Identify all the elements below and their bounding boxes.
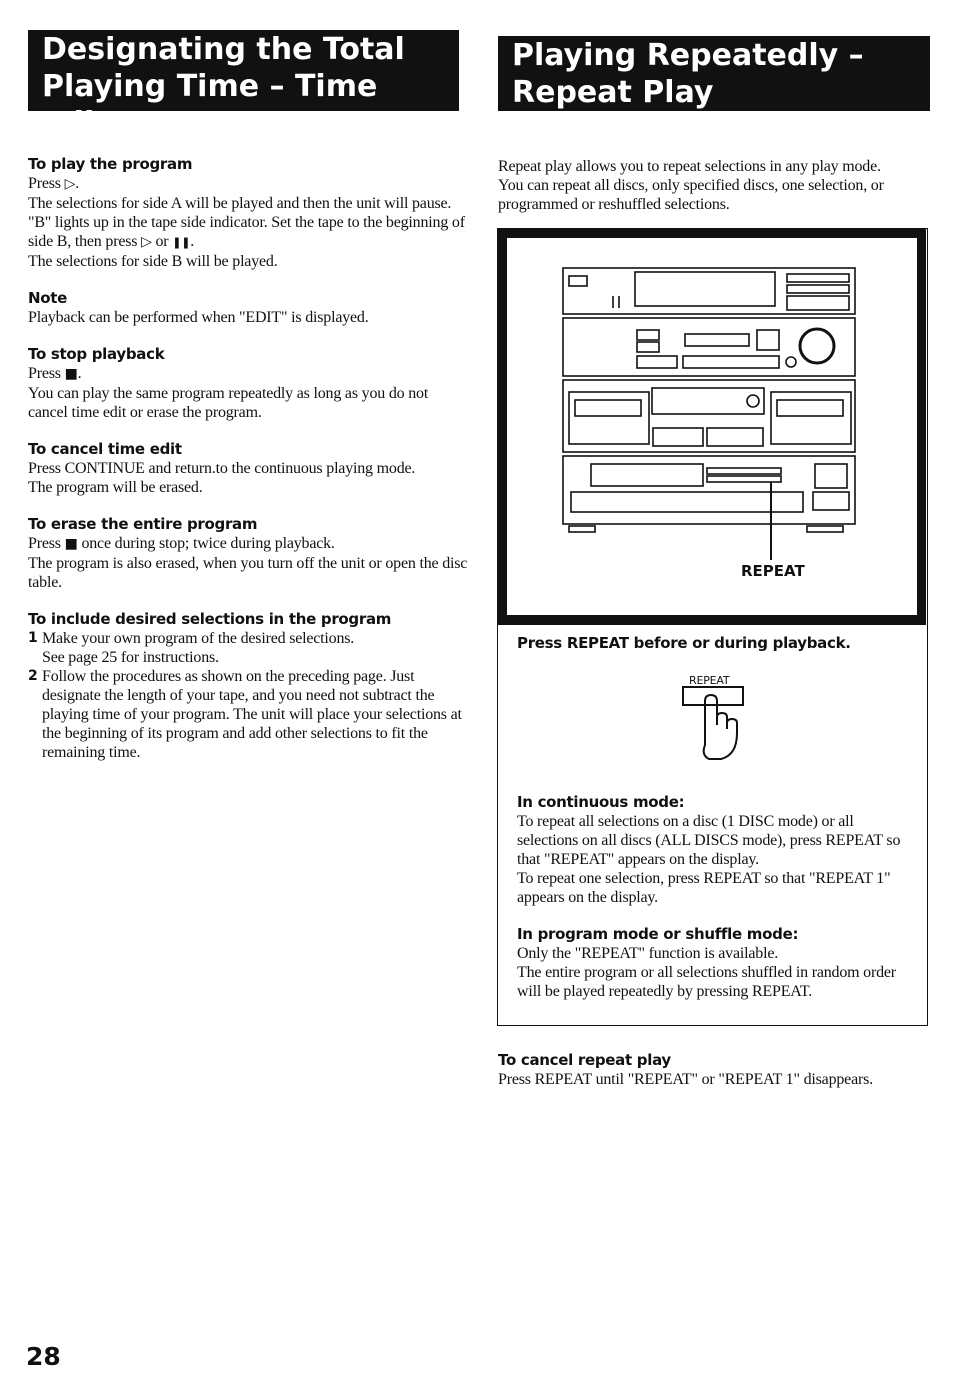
section-stop-playback: To stop playback Press ■. You can play the same program repeatedly as long as you do not cancel time edit or erase the program. — [28, 345, 468, 422]
list-item — [28, 667, 468, 762]
page-number: 28 — [26, 1342, 61, 1371]
or-text: or — [155, 233, 169, 250]
heading-cancel-time-edit: To cancel time edit — [28, 440, 182, 458]
heading-program-mode: In program mode or shuffle mode: — [517, 925, 799, 943]
section-note — [28, 289, 468, 327]
step-number: 1 — [28, 630, 38, 646]
pause-icon: ❚❚ — [172, 236, 191, 249]
left-title-line1: Designating the Total — [42, 32, 405, 67]
box-body — [517, 634, 917, 1001]
heading-continuous-mode: In continuous mode: — [517, 793, 685, 811]
instruction-heading: Press REPEAT before or during playback. — [517, 634, 851, 652]
repeat-intro: Repeat play allows you to repeat selections in any play mode. You can repeat all discs, only specified discs, one selection, or programmed or reshuffled selections. — [498, 158, 884, 213]
steps-list — [28, 629, 468, 762]
play-body-1: The selections for side A will be played and then the unit will pause. "B" lights up in the tape side indicator. Set the tape to the beginning of side B, then press — [28, 195, 465, 250]
continuous-body-1: To repeat all selections on a disc (1 DISC mode) or all selections on all discs (ALL DISCS mode), press REPEAT so that "REPEAT" appears on the display. — [517, 813, 901, 868]
section-continuous-mode — [517, 793, 917, 907]
continuous-body-2: To repeat one selection, press REPEAT so that "REPEAT 1" appears on the display. — [517, 870, 891, 906]
right-title-line2: Repeat Play — [512, 75, 714, 110]
repeat-instruction-box — [497, 228, 928, 1026]
program-body-1: Only the "REPEAT" function is available. — [517, 945, 779, 962]
repeat-button-illustration — [517, 671, 917, 793]
section-cancel-time-edit — [28, 440, 468, 497]
step-text: Follow the procedures as shown on the preceding page. Just designate the length of your tape, and you need not subtract the playing time of your program. The unit will place your selections at the beginning of its program and add other selections to fit the remaining time. — [42, 668, 462, 761]
section-erase-program — [28, 515, 468, 592]
press-label: Press — [28, 535, 61, 552]
section-play-program: To play the program Press ▷. The selections for side A will be played and then the unit will pause. "B" lights up in the tape side indicator. Set the tape to the beginning of side B, then press ▷ or ❚❚. The selections for side B will be played. — [28, 155, 468, 271]
repeat-button-label: REPEAT — [689, 674, 730, 687]
program-body-2: The entire program or all selections shuffled in random order will be played repeatedly by pressing REPEAT. — [517, 964, 896, 1000]
stop-body: You can play the same program repeatedly as long as you do not cancel time edit or erase the program. — [28, 385, 429, 421]
finger-press-icon — [681, 685, 761, 775]
left-section-title — [28, 30, 459, 141]
stop-icon: ■ — [64, 366, 78, 382]
press-label: Press — [28, 365, 61, 382]
section-include-selections — [28, 610, 468, 762]
stop-icon: ■ — [64, 536, 78, 552]
cancel-edit-body-1: Press CONTINUE and return.to the continuous playing mode. — [28, 460, 416, 477]
heading-erase-program: To erase the entire program — [28, 515, 258, 533]
cancel-edit-body-2: The program will be erased. — [28, 479, 203, 496]
left-column — [28, 155, 468, 780]
stereo-system-illustration — [507, 238, 917, 615]
erase-body-2: The program is also erased, when you turn off the unit or open the disc table. — [28, 555, 468, 591]
play-icon: ▷ — [64, 176, 76, 192]
step-number: 2 — [28, 668, 38, 684]
heading-play-program: To play the program — [28, 155, 193, 173]
list-item — [28, 629, 468, 667]
right-title-line1: Playing Repeatedly – — [512, 38, 864, 73]
heading-cancel-repeat: To cancel repeat play — [498, 1051, 671, 1069]
heading-include-selections: To include desired selections in the program — [28, 610, 392, 628]
step-text: Make your own program of the desired selections. — [42, 630, 355, 647]
play-body-2: The selections for side B will be played. — [28, 253, 278, 270]
section-cancel-repeat — [498, 1051, 918, 1089]
left-title-line2: Playing Time – Time Edit — [42, 69, 378, 141]
step-subtext: See page 25 for instructions. — [42, 649, 219, 666]
press-label: Press — [28, 175, 61, 192]
note-body: Playback can be performed when "EDIT" is displayed. — [28, 309, 369, 326]
stereo-figure — [498, 229, 926, 625]
right-section-title — [498, 36, 930, 111]
play-icon: ▷ — [141, 234, 152, 250]
heading-note: Note — [28, 289, 68, 307]
section-program-mode — [517, 925, 917, 1001]
cancel-repeat-body: Press REPEAT until "REPEAT" or "REPEAT 1" disappears. — [498, 1071, 873, 1088]
repeat-callout-label: REPEAT — [741, 562, 805, 580]
erase-body-1: once during stop; twice during playback. — [81, 535, 335, 552]
heading-stop-playback: To stop playback — [28, 345, 165, 363]
